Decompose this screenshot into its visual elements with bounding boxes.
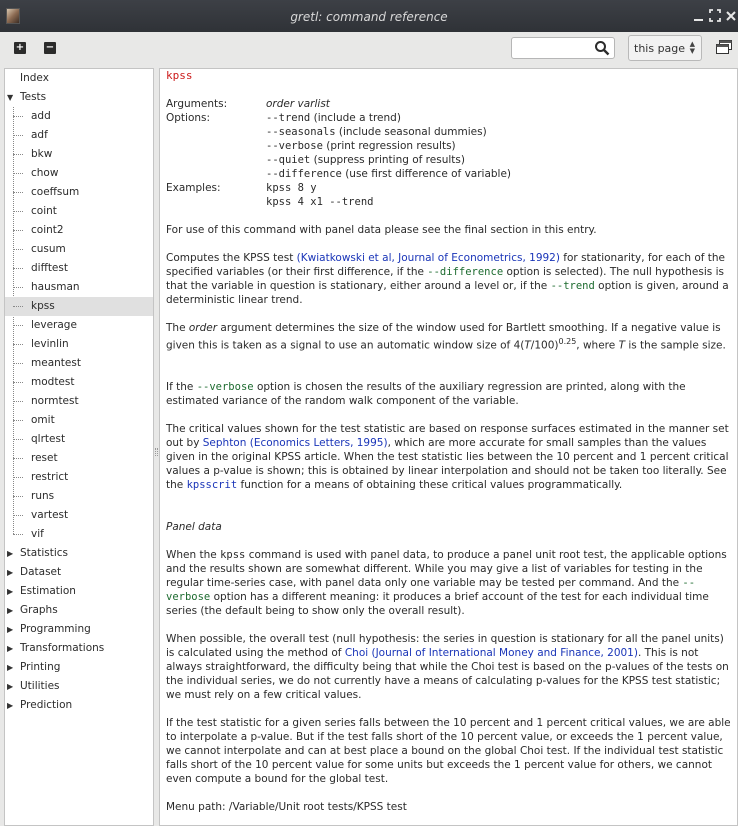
expanded-triangle-icon[interactable]: ▼ xyxy=(7,93,14,102)
options-label: Options: xyxy=(166,112,211,124)
tree-connector xyxy=(13,287,23,288)
paragraph-description: Computes the KPSS test (Kwiatkowski et al, Journal of Econometrics, 1992) for stationarity, for each of the specified variables (or their first difference, if the --difference option is selected). The null hypothesis is that the variable in question is stationary, either around a level or, if the --trend option is given, around a deterministic linear trend. xyxy=(166,252,729,306)
tree-item-label: coeffsum xyxy=(31,186,80,198)
minimize-icon[interactable] xyxy=(692,8,706,24)
tree-item-label: restrict xyxy=(31,471,69,483)
spin-arrows-icon: ▲ ▼ xyxy=(689,40,695,55)
paragraph-order: The order argument determines the size of the window used for Bartlett smoothing. If a negative value is given this is taken as a signal to use an automatic window size of $4(T/100)^{0.25}$, where T is the sample size. xyxy=(166,322,726,352)
tree-item-label: difftest xyxy=(31,262,68,274)
tree-connector xyxy=(13,306,23,307)
tree-item-label: Statistics xyxy=(20,547,68,559)
tree-connector xyxy=(13,382,23,383)
search-scope-value: this page xyxy=(634,42,686,55)
tree-item-label: leverage xyxy=(31,319,77,331)
tree-item-normtest[interactable] xyxy=(5,392,153,411)
menu-path: Menu path: /Variable/Unit root tests/KPSS test xyxy=(166,801,407,813)
tree-connector xyxy=(13,135,23,136)
tree-item-label: add xyxy=(31,110,51,122)
tree-item-label: Dataset xyxy=(20,566,62,578)
tree-item-chow[interactable] xyxy=(5,164,153,183)
collapsed-triangle-icon[interactable]: ▶ xyxy=(7,568,14,577)
tree-connector xyxy=(13,211,23,212)
tree-item-prediction[interactable] xyxy=(5,696,153,715)
tree-item-graphs[interactable] xyxy=(5,601,153,620)
tree-item-statistics[interactable] xyxy=(5,544,153,563)
tree-item-tests[interactable] xyxy=(5,88,153,107)
topic-tree xyxy=(4,68,154,826)
doc-pane xyxy=(159,68,738,826)
examples-label: Examples: xyxy=(166,182,221,194)
tree-item-reset[interactable] xyxy=(5,449,153,468)
tree-connector xyxy=(13,344,23,345)
tree-item-label: Prediction xyxy=(20,699,73,711)
tree-connector xyxy=(13,515,23,516)
paragraph-interpolation: If the test statistic for a given series falls between the 10 percent and 1 percent critical values, we are able to interpolate a p-value. But if the test falls short of the 10 percent value, or exceeds the 1 percent value, we cannot interpolate and can at best place a bound on the global Choi test. If the individual test statistic falls short of the 10 percent value for some units but exceeds the 1 percent value for others, we cannot even compute a bound for the global test. xyxy=(166,717,731,785)
tree-item-label: Tests xyxy=(20,91,47,103)
tree-item-label: Programming xyxy=(20,623,91,635)
tree-item-label: omit xyxy=(31,414,55,426)
tree-connector xyxy=(13,230,23,231)
tree-item-levinlin[interactable] xyxy=(5,335,153,354)
sephton-link[interactable]: Sephton (Economics Letters, 1995) xyxy=(202,437,388,449)
panel-data-heading: Panel data xyxy=(166,521,222,533)
tree-item-label: reset xyxy=(31,452,58,464)
tree-connector xyxy=(13,249,23,250)
tree-item-vartest[interactable] xyxy=(5,506,153,525)
close-icon[interactable] xyxy=(724,8,738,24)
paragraph-intro: For use of this command with panel data please see the final section in this entry. xyxy=(166,224,597,236)
collapsed-triangle-icon[interactable]: ▶ xyxy=(7,625,14,634)
tree-item-coeffsum[interactable] xyxy=(5,183,153,202)
tree-item-dataset[interactable] xyxy=(5,563,153,582)
tree-connector xyxy=(13,173,23,174)
command-title: kpss xyxy=(166,69,193,82)
pane-splitter[interactable] xyxy=(155,448,158,456)
tree-item-label: vif xyxy=(31,528,44,540)
tree-item-label: qlrtest xyxy=(31,433,66,445)
tree-connector xyxy=(13,268,23,269)
collapsed-triangle-icon[interactable]: ▶ xyxy=(7,663,14,672)
option-line: --quiet (suppress printing of results) xyxy=(266,154,465,166)
tree-connector xyxy=(13,534,23,535)
tree-item-label: Transformations xyxy=(20,642,105,654)
tree-connector xyxy=(13,477,23,478)
tree-item-programming[interactable] xyxy=(5,620,153,639)
tree-item-restrict[interactable] xyxy=(5,468,153,487)
choi-link[interactable]: Choi (Journal of International Money and Finance, 2001) xyxy=(344,647,638,659)
kwiatkowski-link[interactable]: (Kwiatkowski et al, Journal of Econometrics, 1992) xyxy=(296,252,560,264)
search-icon[interactable] xyxy=(594,40,610,56)
tree-item-label: hausman xyxy=(31,281,80,293)
tree-item-modtest[interactable] xyxy=(5,373,153,392)
tree-item-add[interactable] xyxy=(5,107,153,126)
tree-item-omit[interactable] xyxy=(5,411,153,430)
new-window-icon[interactable] xyxy=(715,39,733,55)
tree-connector xyxy=(13,192,23,193)
tree-item-utilities[interactable] xyxy=(5,677,153,696)
tree-connector xyxy=(13,401,23,402)
option-line: --verbose (print regression results) xyxy=(266,140,456,152)
paragraph-critical-values: The critical values shown for the test statistic are based on response surfaces estimated in the manner set out by Sephton (Economics Letters, 1995), which are more accurate for small samples than the values given in the original KPSS article. When the test statistic lies between the 10 percent and 1 percent critical values a p-value is shown; this is obtained by linear interpolation and should not be taken too literally. See the kpsscrit function for a means of obtaining these critical values programmatically. xyxy=(166,423,729,491)
tree-item-label: Utilities xyxy=(20,680,60,692)
expand-all-button[interactable]: + xyxy=(15,42,25,53)
tree-item-label: Graphs xyxy=(20,604,58,616)
tree-item-printing[interactable] xyxy=(5,658,153,677)
collapsed-triangle-icon[interactable]: ▶ xyxy=(7,644,14,653)
tree-item-runs[interactable] xyxy=(5,487,153,506)
tree-item-label: Index xyxy=(20,72,49,84)
tree-item-meantest[interactable] xyxy=(5,354,153,373)
tree-item-bkw[interactable] xyxy=(5,145,153,164)
tree-item-adf[interactable] xyxy=(5,126,153,145)
tree-item-label: vartest xyxy=(31,509,69,521)
tree-item-kpss[interactable] xyxy=(5,297,153,316)
collapse-all-button[interactable]: − xyxy=(45,42,55,53)
tree-item-estimation[interactable] xyxy=(5,582,153,601)
search-scope-select[interactable] xyxy=(628,35,702,61)
option-line: --seasonals (include seasonal dummies) xyxy=(266,126,487,138)
tree-item-label: Printing xyxy=(20,661,61,673)
collapsed-triangle-icon[interactable]: ▶ xyxy=(7,549,14,558)
maximize-icon[interactable] xyxy=(708,8,722,24)
arguments-value: order varlist xyxy=(266,98,330,110)
paragraph-panel: When the kpss command is used with panel data, to produce a panel unit root test, the applicable options and the results shown are somewhat different. While you may give a list of variables for testing in the regular time-series case, with panel data only one variable may be tested per command. And the --verbose option has a different meaning: it produces a brief account of the test for each individual time series (the default being to show only the overall result). xyxy=(166,549,727,617)
tree-item-leverage[interactable] xyxy=(5,316,153,335)
tree-item-vif[interactable] xyxy=(5,525,153,544)
tree-item-label: coint xyxy=(31,205,57,217)
tree-connector xyxy=(13,116,23,117)
title-bar xyxy=(0,0,738,32)
tree-item-label: Estimation xyxy=(20,585,76,597)
tree-item-label: bkw xyxy=(31,148,53,160)
kpsscrit-link[interactable]: kpsscrit xyxy=(186,479,238,491)
collapsed-triangle-icon[interactable]: ▶ xyxy=(7,606,14,615)
tree-item-label: adf xyxy=(31,129,48,141)
tree-connector xyxy=(13,458,23,459)
tree-item-label: normtest xyxy=(31,395,79,407)
tree-item-label: meantest xyxy=(31,357,81,369)
tree-connector xyxy=(13,363,23,364)
tree-item-coint2[interactable] xyxy=(5,221,153,240)
tree-item-label: cusum xyxy=(31,243,66,255)
tree-item-index[interactable] xyxy=(5,69,153,88)
tree-connector xyxy=(13,325,23,326)
collapsed-triangle-icon[interactable]: ▶ xyxy=(7,682,14,691)
tree-item-hausman[interactable] xyxy=(5,278,153,297)
collapsed-triangle-icon[interactable]: ▶ xyxy=(7,701,14,710)
tree-item-label: modtest xyxy=(31,376,75,388)
tree-item-label: kpss xyxy=(31,300,55,312)
tree-item-cusum[interactable] xyxy=(5,240,153,259)
tree-item-label: coint2 xyxy=(31,224,64,236)
tree-item-qlrtest[interactable] xyxy=(5,430,153,449)
option-line: --difference (use first difference of variable) xyxy=(266,168,512,180)
tree-connector xyxy=(13,439,23,440)
example-line: kpss 8 y xyxy=(266,182,317,194)
tree-item-label: runs xyxy=(31,490,55,502)
search-input[interactable] xyxy=(516,39,596,57)
paragraph-verbose: If the --verbose option is chosen the results of the auxiliary regression are printed, along with the estimated variance of the random walk component of the variable. xyxy=(166,381,686,407)
tree-connector xyxy=(13,420,23,421)
collapsed-triangle-icon[interactable]: ▶ xyxy=(7,587,14,596)
tree-item-label: chow xyxy=(31,167,59,179)
arguments-label: Arguments: xyxy=(166,98,228,110)
tree-connector xyxy=(13,154,23,155)
search-box[interactable] xyxy=(511,37,615,59)
tree-item-transformations[interactable] xyxy=(5,639,153,658)
example-line: kpss 4 x1 --trend xyxy=(266,196,374,208)
option-line: --trend (include a trend) xyxy=(266,112,401,124)
tree-item-coint[interactable] xyxy=(5,202,153,221)
tree-item-label: levinlin xyxy=(31,338,69,350)
tree-item-difftest[interactable] xyxy=(5,259,153,278)
paragraph-choi: When possible, the overall test (null hypothesis: the series in question is stationary for all the panel units) is calculated using the method of Choi (Journal of International Money and Finance, 2001). This is not always straightforward, the difficulty being that while the Choi test is based on the p-values of the tests on the individual series, we do not currently have a means of calculating p-values for the KPSS test statistic; we must rely on a few critical values. xyxy=(166,633,729,701)
window-title: gretl: command reference xyxy=(290,10,448,24)
tree-connector xyxy=(13,496,23,497)
